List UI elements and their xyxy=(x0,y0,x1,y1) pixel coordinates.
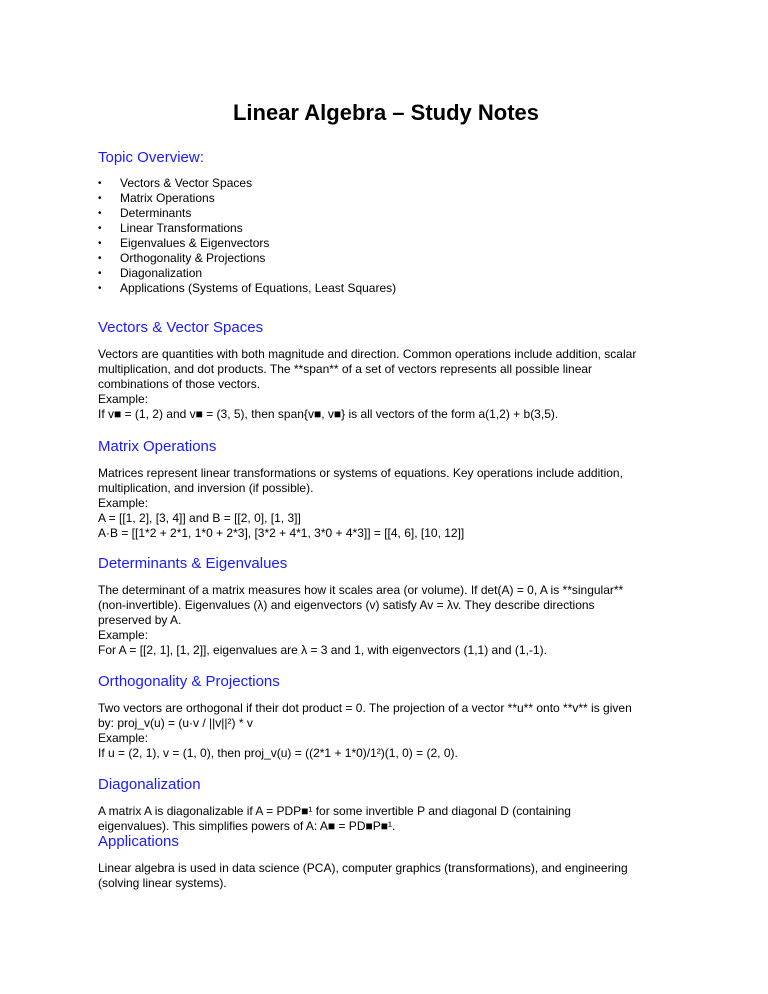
overview-heading: Topic Overview: xyxy=(98,149,204,166)
paragraph-line: combinations of those vectors. xyxy=(98,377,261,391)
paragraph-line: eigenvalues). This simplifies powers of A: A■ = PD■P■¹. xyxy=(98,819,396,833)
diagonalization-body xyxy=(98,804,674,834)
paragraph-line: (non-invertible). Eigenvalues (λ) and eigenvectors (v) satisfy Av = λv. They describe directions xyxy=(98,598,595,612)
matrix-heading: Matrix Operations xyxy=(98,438,217,455)
matrix-body xyxy=(98,466,674,541)
bullet-icon: • xyxy=(98,283,102,294)
paragraph-line: multiplication, and inversion (if possible). xyxy=(98,481,314,495)
paragraph-line: The determinant of a matrix measures how it scales area (or volume). If det(A) = 0, A is **singular** xyxy=(98,583,624,597)
list-item: • Diagonalization xyxy=(98,266,203,280)
bullet-icon: • xyxy=(98,268,102,279)
paragraph-line: by: proj_v(u) = (u·v / ||v||²) * v xyxy=(98,716,253,730)
bullet-icon: • xyxy=(98,208,102,219)
paragraph-line: Linear algebra is used in data science (PCA), computer graphics (transformations), and engineering xyxy=(98,861,628,875)
paragraph-line: preserved by A. xyxy=(98,613,182,627)
example-line: A·B = [[1*2 + 2*1, 1*0 + 2*3], [3*2 + 4*1, 3*0 + 4*3]] = [[4, 6], [10, 12]] xyxy=(98,526,465,540)
list-item: • Linear Transformations xyxy=(98,221,243,235)
paragraph-line: (solving linear systems). xyxy=(98,876,227,890)
example-line: If v■ = (1, 2) and v■ = (3, 5), then span{v■, v■} is all vectors of the form a(1,2) + b(3,5). xyxy=(98,407,559,421)
paragraph-line: Two vectors are orthogonal if their dot product = 0. The projection of a vector **u** onto **v** is given xyxy=(98,701,632,715)
applications-body xyxy=(98,861,674,891)
diagonalization-heading: Diagonalization xyxy=(98,776,201,793)
example-line: If u = (2, 1), v = (1, 0), then proj_v(u) = ((2*1 + 1*0)/1²)(1, 0) = (2, 0). xyxy=(98,746,458,760)
list-item: • Vectors & Vector Spaces xyxy=(98,176,253,190)
applications-heading: Applications xyxy=(98,833,179,850)
example-label: Example: xyxy=(98,731,149,745)
example-label: Example: xyxy=(98,496,149,510)
list-item: • Matrix Operations xyxy=(98,191,215,205)
example-label: Example: xyxy=(98,392,149,406)
determinants-body xyxy=(98,583,674,658)
example-label: Example: xyxy=(98,628,149,642)
bullet-icon: • xyxy=(98,178,102,189)
list-item: • Applications (Systems of Equations, Least Squares) xyxy=(98,281,397,295)
list-item: • Determinants xyxy=(98,206,192,220)
list-item: • Orthogonality & Projections xyxy=(98,251,266,265)
orthogonality-heading: Orthogonality & Projections xyxy=(98,673,280,690)
document-title: Linear Algebra – Study Notes xyxy=(232,100,540,125)
orthogonality-body xyxy=(98,701,674,761)
determinants-heading: Determinants & Eigenvalues xyxy=(98,555,288,572)
vectors-body xyxy=(98,347,674,422)
bullet-icon: • xyxy=(98,223,102,234)
example-line: A = [[1, 2], [3, 4]] and B = [[2, 0], [1, 3]] xyxy=(98,511,301,525)
bullet-icon: • xyxy=(98,238,102,249)
bullet-icon: • xyxy=(98,193,102,204)
example-line: For A = [[2, 1], [1, 2]], eigenvalues are λ = 3 and 1, with eigenvectors (1,1) and (1,-1). xyxy=(98,643,547,657)
paragraph-line: A matrix A is diagonalizable if A = PDP■¹ for some invertible P and diagonal D (containing xyxy=(98,804,571,818)
paragraph-line: multiplication, and dot products. The **span** of a set of vectors represents all possible linear xyxy=(98,362,593,376)
topic-overview-list xyxy=(98,176,396,296)
paragraph-line: Matrices represent linear transformations or systems of equations. Key operations include addition, xyxy=(98,466,623,480)
list-item: • Eigenvalues & Eigenvectors xyxy=(98,236,270,250)
paragraph-line: Vectors are quantities with both magnitude and direction. Common operations include addition, scalar xyxy=(98,347,637,361)
vectors-heading: Vectors & Vector Spaces xyxy=(98,319,264,336)
bullet-icon: • xyxy=(98,253,102,264)
